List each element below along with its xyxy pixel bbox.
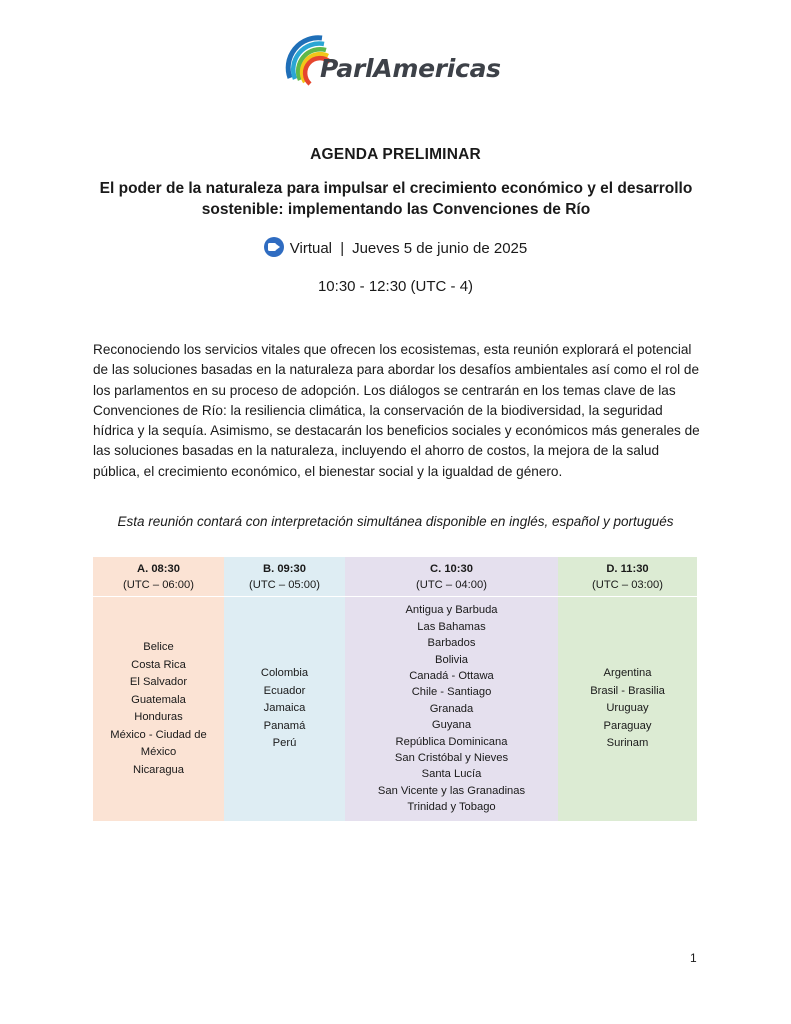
country-item: Belice <box>143 641 174 653</box>
country-item: Canadá - Ottawa <box>409 669 494 682</box>
intro-paragraph: Reconociendo los servicios vitales que ofrecen los ecosistemas, esta reunión explorará el potencial de las soluciones basadas en la naturaleza para abordar los desafíos ambientales así como el rol de los parlamentos en su proceso de adopción. Los diálogos se centrarán en los temas clave de las Convenciones de Río: la resiliencia climática, la conservación de la biodiversidad, la seguridad hídrica y la sequía. Asimismo, se destacarán los beneficios sociales y económicos más generales de las soluciones basadas en la naturaleza, incluyendo el ahorro de costos, la mejora de la salud pública, el crecimiento económico, el bienestar social y la igualdad de género. <box>93 342 700 479</box>
country-item: México <box>140 746 177 758</box>
zone-header <box>93 557 224 597</box>
country-item: Paraguay <box>603 719 652 732</box>
country-item: República Dominicana <box>395 735 508 748</box>
country-item: Costa Rica <box>131 658 186 671</box>
country-item: Honduras <box>134 711 183 723</box>
country-item: Barbados <box>427 637 476 650</box>
zone-column-c <box>345 557 558 821</box>
country-item: Nicaragua <box>133 763 184 776</box>
country-item: Trinidad y Tobago <box>407 801 496 814</box>
country-item: San Cristóbal y Nieves <box>394 752 509 765</box>
country-item: Colombia <box>260 667 309 680</box>
separator: | <box>340 240 345 257</box>
zone-time: B. 09:30 <box>263 563 306 575</box>
logo-wordmark: ParlAmericas <box>320 54 501 83</box>
country-item: El Salvador <box>129 676 188 688</box>
zone-column-a <box>93 557 224 821</box>
parlamericas-logo <box>282 32 522 104</box>
country-item: San Vicente y las Granadinas <box>377 784 526 797</box>
meeting-date: Jueves 5 de junio de 2025 <box>352 240 528 257</box>
country-item: Surinam <box>606 737 649 750</box>
time-zone-table <box>93 557 697 821</box>
country-list <box>224 597 345 821</box>
zone-utc: (UTC – 06:00) <box>123 579 194 591</box>
page-number: 1 <box>690 951 697 965</box>
country-list <box>345 597 558 821</box>
country-item: Perú <box>272 737 297 750</box>
video-camera-icon <box>264 237 284 257</box>
zone-utc: (UTC – 05:00) <box>249 579 320 591</box>
interpretation-note: Esta reunión contará con interpretación simultánea disponible en inglés, español y portugués <box>117 514 674 529</box>
country-item: Chile - Santiago <box>411 686 492 699</box>
country-item: Jamaica <box>263 702 306 715</box>
country-item: Bolivia <box>435 653 468 666</box>
country-item: Panamá <box>263 719 306 732</box>
zone-utc: (UTC – 04:00) <box>416 579 487 591</box>
zone-time: D. 11:30 <box>606 563 649 575</box>
country-item: Uruguay <box>606 702 649 715</box>
country-item: Guatemala <box>131 693 186 706</box>
country-item: Ecuador <box>263 684 306 697</box>
country-item: México - Ciudad de <box>110 728 207 741</box>
zone-column-d <box>558 557 697 821</box>
country-item: Guyana <box>431 719 472 732</box>
meeting-mode: Virtual <box>289 240 333 257</box>
country-list <box>558 597 697 821</box>
zone-header <box>558 557 697 597</box>
country-item: Las Bahamas <box>417 620 486 633</box>
country-list <box>93 597 224 821</box>
country-item: Santa Lucía <box>421 768 482 781</box>
zone-header <box>345 557 558 597</box>
zone-utc: (UTC – 03:00) <box>592 579 663 591</box>
meeting-subtitle: El poder de la naturaleza para impulsar el crecimiento económico y el desarrollo sostenible: implementando las Convenciones de Río <box>99 180 693 218</box>
zone-time: A. 08:30 <box>137 563 180 575</box>
agenda-title: AGENDA PRELIMINAR <box>310 146 481 163</box>
country-item: Argentina <box>603 667 652 680</box>
meeting-time: 10:30 - 12:30 (UTC - 4) <box>317 278 474 295</box>
zone-time: C. 10:30 <box>430 563 473 575</box>
country-item: Granada <box>429 702 474 715</box>
country-item: Antigua y Barbuda <box>405 604 498 617</box>
zone-header <box>224 557 345 597</box>
meeting-info <box>0 237 791 257</box>
country-item: Brasil - Brasilia <box>590 684 665 697</box>
zone-column-b <box>224 557 345 821</box>
